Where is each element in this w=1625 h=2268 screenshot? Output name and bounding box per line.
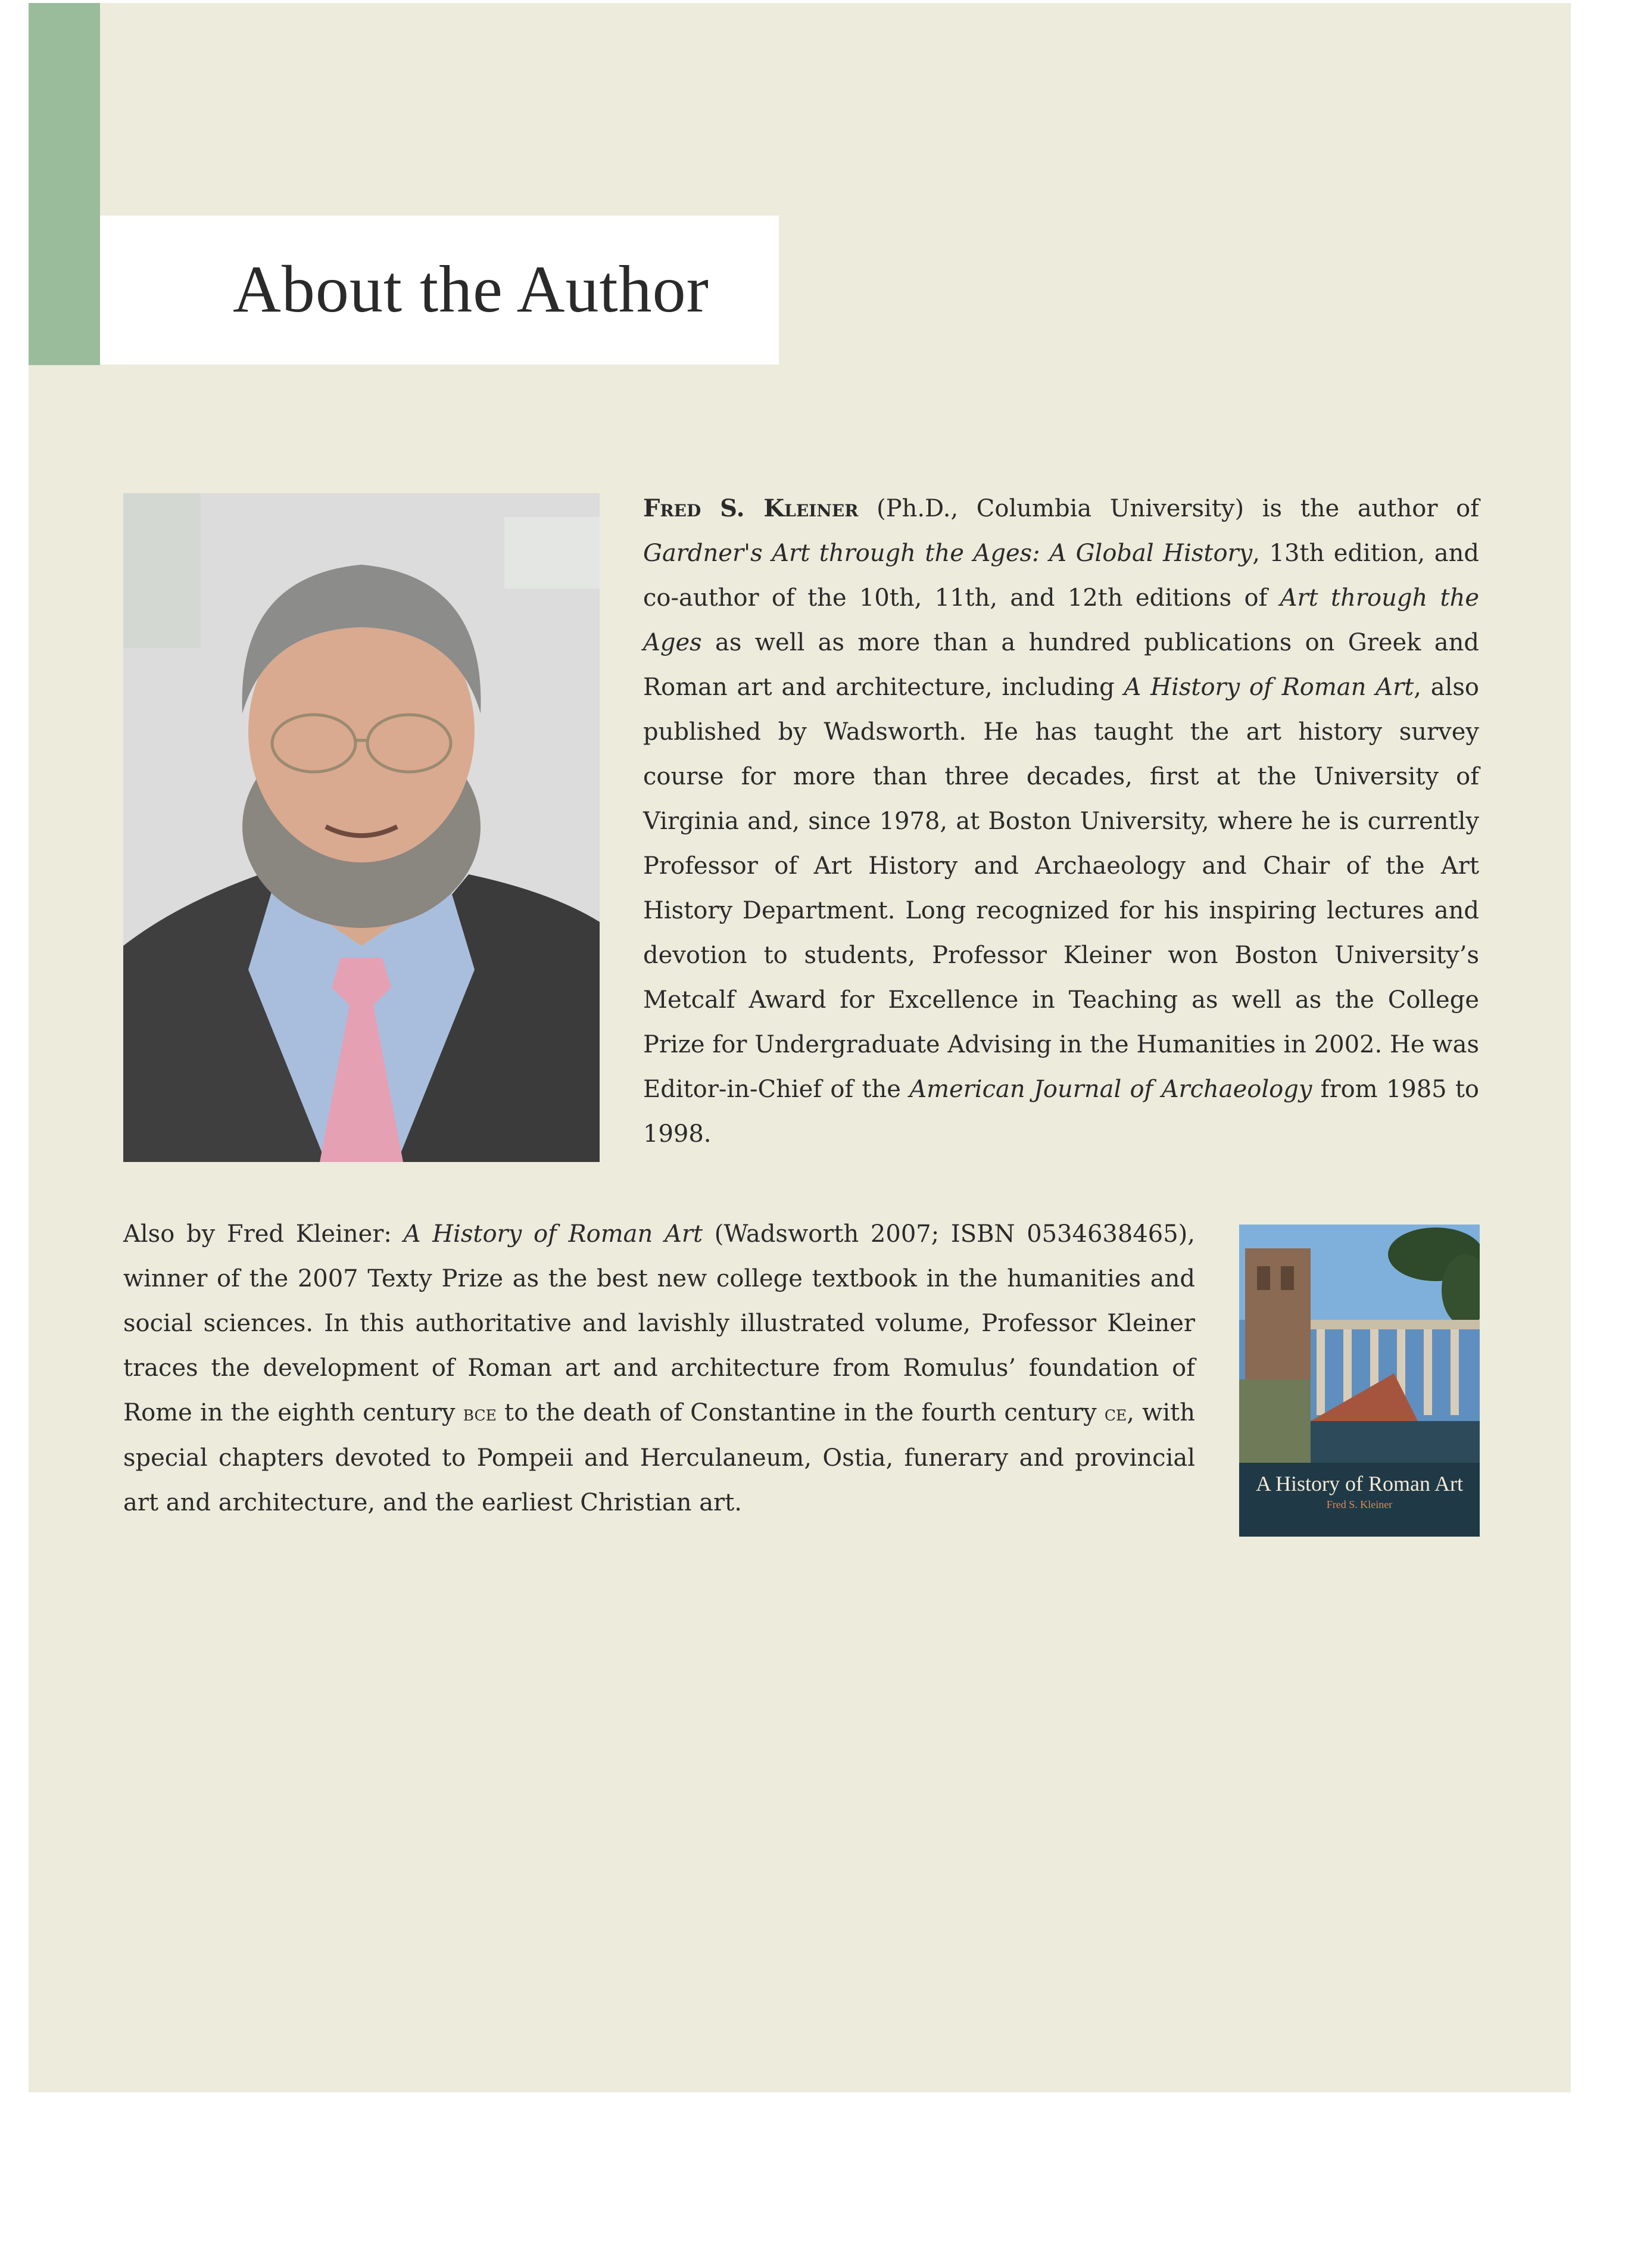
book-cover bbox=[1239, 1225, 1480, 1537]
also-text: to the death of Constantine in the fourth century bbox=[496, 1399, 1105, 1426]
bio-text: , also published by Wadsworth. He has taught the art history survey course for more than three decades, first at the University of Virginia and, since 1978, at Boston University, where he is currently Professor of Art History and Archaeology and Chair of the Art History Department. Long recognized for his inspiring lectures and devotion to students, Professor Kleiner won Boston University’s Metcalf Award for Excellence in Teaching as well as the College Prize for Undergraduate Advising in the Humanities in 2002. He was Editor-in-Chief of the bbox=[643, 674, 1480, 1103]
author-portrait-image bbox=[123, 493, 600, 1162]
also-text: (Wadsworth 2007; ISBN 0534638465), winner of the 2007 Texty Prize as the best new college textbook in the humanities and social sciences. In this authoritative and lavishly illustrated volume, Professor Kleiner traces the development of Roman art and architecture from Romulus’ foundation of Rome in the eighth century bbox=[123, 1220, 1196, 1426]
bio-text: as well as more than a hundred publications on Greek and Roman art and architecture, including bbox=[643, 629, 1479, 701]
page-title: About the Author bbox=[233, 253, 709, 326]
bio-text: , 13th edition, and co-author of the 10th, 11th, and 12th editions of bbox=[643, 540, 1480, 612]
book-title-roman-art: A History of Roman Art bbox=[1124, 674, 1414, 701]
author-name: Fred S. Kleiner bbox=[643, 494, 859, 522]
bio-text: (Ph.D., Columbia University) is the author of bbox=[858, 495, 1479, 522]
cover-title: A History of Roman Art bbox=[1256, 1472, 1463, 1496]
also-by-paragraph bbox=[123, 1212, 1195, 1525]
author-bio bbox=[643, 486, 1479, 1157]
green-accent-bar bbox=[29, 3, 100, 365]
cover-author: Fred S. Kleiner bbox=[1326, 1498, 1393, 1510]
era-bce: bce bbox=[463, 1401, 497, 1426]
bio-text: from 1985 to 1998. bbox=[643, 1076, 1480, 1148]
also-text: Also by Fred Kleiner: bbox=[123, 1220, 404, 1248]
author-photo bbox=[123, 493, 600, 1162]
also-book-title: A History of Roman Art bbox=[403, 1220, 703, 1248]
book-title-gardner: Gardner's Art through the Ages: A Global History bbox=[643, 540, 1253, 567]
also-text: , with special chapters devoted to Pompeii and Herculaneum, Ostia, funerary and provincial art and architecture, and the earliest Christian art. bbox=[123, 1399, 1195, 1516]
book-title-art-through-ages: Art through the Ages bbox=[643, 584, 1480, 656]
journal-title: American Journal of Archaeology bbox=[909, 1076, 1312, 1103]
title-box bbox=[100, 216, 779, 364]
era-ce: ce bbox=[1104, 1401, 1127, 1426]
